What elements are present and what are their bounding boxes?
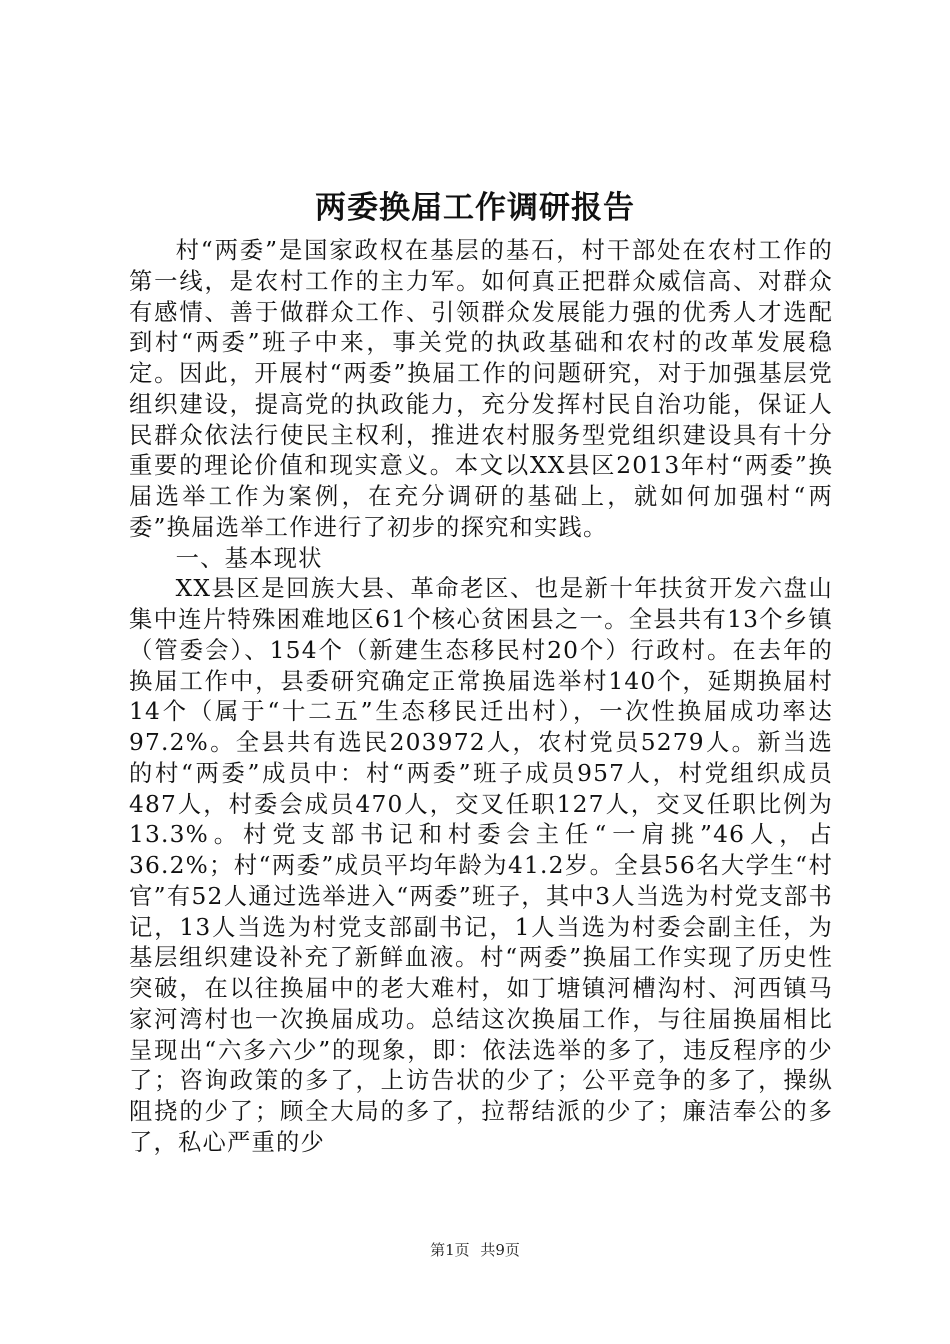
page-footer bbox=[0, 1240, 950, 1260]
document-title: 两委换届工作调研报告 bbox=[315, 190, 635, 226]
intro-paragraph: 村“两委”是国家政权在基层的基石，村干部处在农村工作的第一线，是农村工作的主力军。如何真正把群众威信高、对群众有感情、善于做群众工作、引领群众发展能力强的优秀人才选配到村“两委”班子中来，事关党的执政基础和农村的改革发展稳定。因此，开展村“两委”换届工作的问题研究，对于加强基层党组织建设，提高党的执政能力，充分发挥村民自治功能，保证人民群众依法行使民主权利，推进农村服务型党组织建设具有十分重要的理论价值和现实意义。本文以XX县区2013年村“两委”换届选举工作为案例，在充分调研的基础上，就如何加强村“两委”换届选举工作进行了初步的探究和实践。 bbox=[129, 237, 833, 541]
page-total: 共9页 bbox=[480, 1241, 520, 1259]
status-paragraph: XX县区是回族大县、革命老区、也是新十年扶贫开发六盘山集中连片特殊困难地区61个核心贫困县之一。全县共有13个乡镇（管委会）、154个（新建生态移民村20个）行政村。在去年的换届工作中，县委研究确定正常换届选举村140个，延期换届村14个（属于“十二五”生态移民迁出村），一次性换届成功率达97.2%。全县共有选民203972人，农村党员5279人。新当选的村“两委”成员中：村“两委”班子成员957人，村党组织成员487人，村委会成员470人，交叉任职127人，交叉任职比例为13.3%。村党支部书记和村委会主任“一肩挑”46人，占36.2%；村“两委”成员平均年龄为41.2岁。全县56名大学生“村官”有52人通过选举进入“两委”班子，其中3人当选为村党支部书记，13人当选为村党支部副书记，1人当选为村委会副主任，为基层组织建设补充了新鲜血液。村“两委”换届工作实现了历史性突破，在以往换届中的老大难村，如丁塘镇河槽沟村、河西镇马家河湾村也一次换届成功。总结这次换届工作，与往届换届相比呈现出“六多六少”的现象，即：依法选举的多了，违反程序的少了；咨询政策的多了，上访告状的少了；公平竞争的多了，操纵阻挠的少了；顾全大局的多了，拉帮结派的少了；廉洁奉公的多了，私心严重的少 bbox=[129, 575, 833, 1156]
section-heading: 一、基本现状 bbox=[175, 544, 323, 572]
page-number: 第1页 bbox=[430, 1241, 470, 1259]
document-body bbox=[129, 236, 833, 1159]
